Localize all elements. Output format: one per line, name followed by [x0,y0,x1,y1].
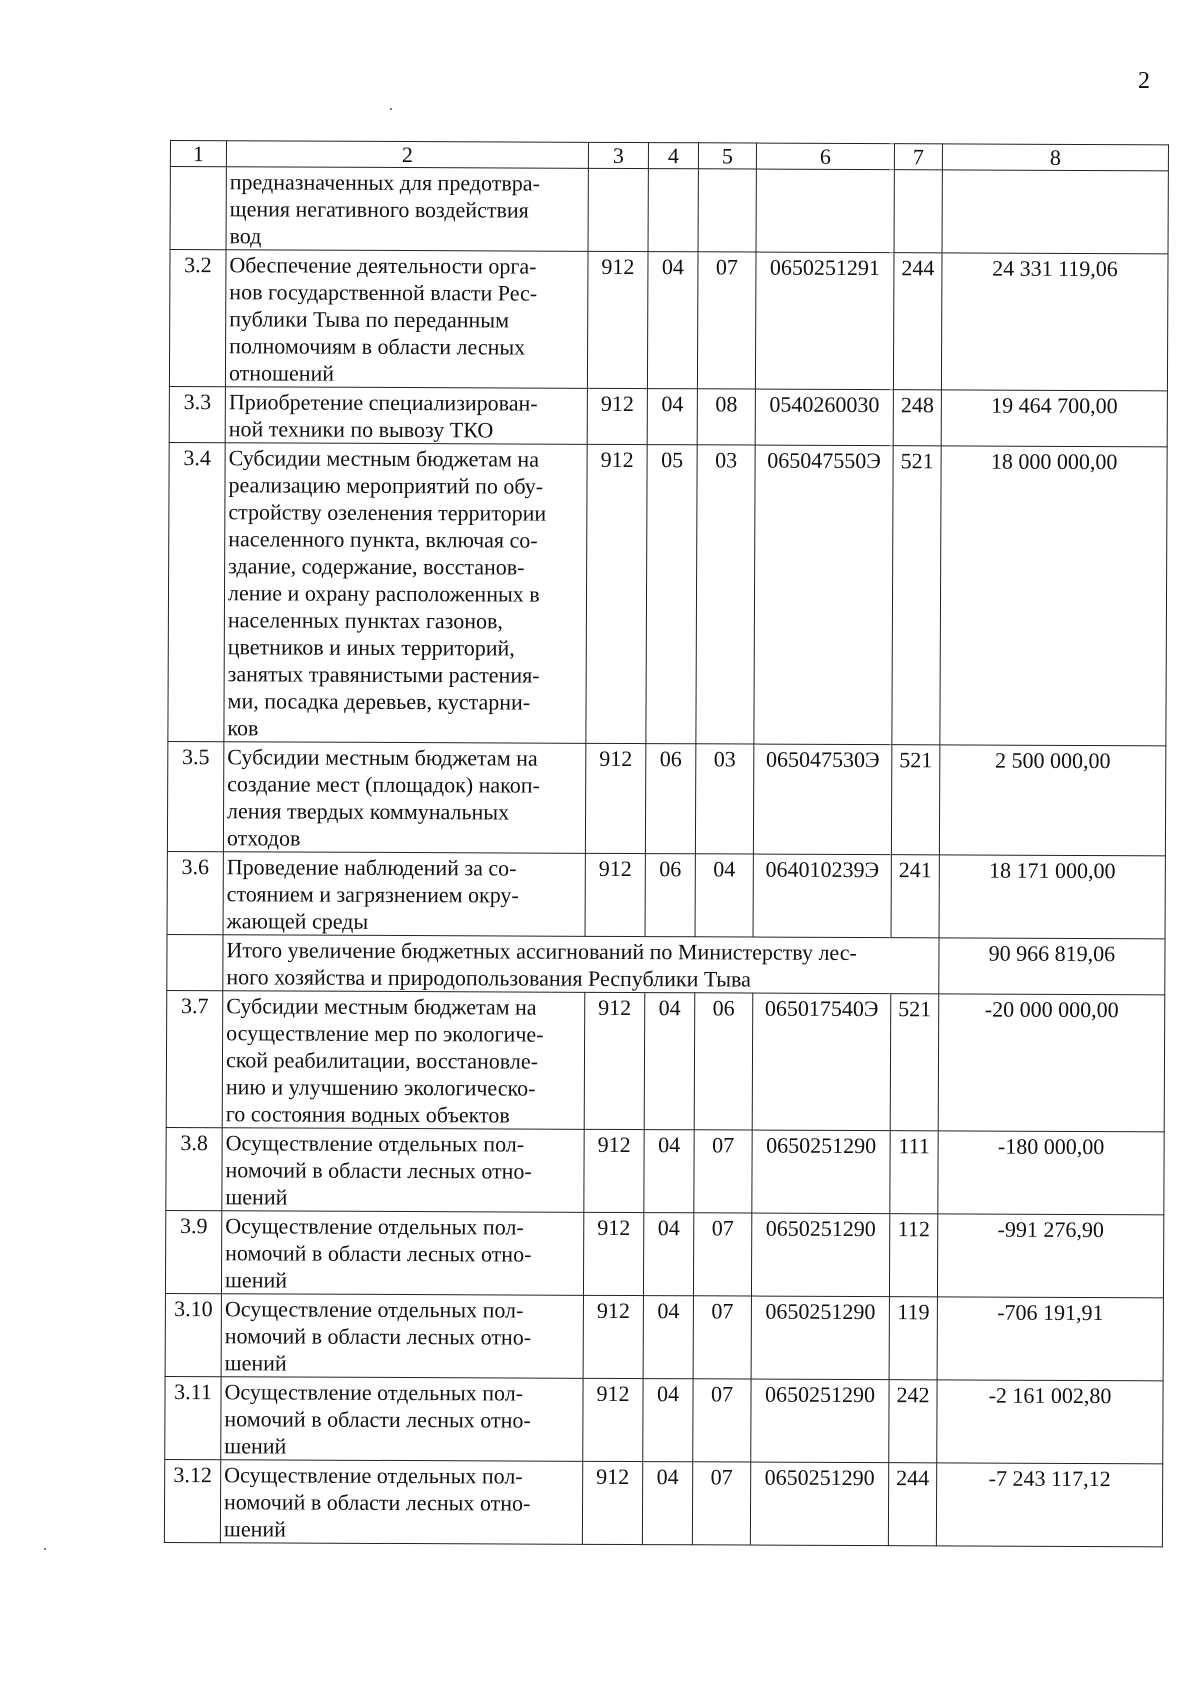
department-code: 912 [586,444,647,743]
department-code: 912 [585,853,645,936]
column-header: 6 [756,143,894,170]
description-line: шений [224,1350,287,1376]
target-article-code: 065047550Э [754,445,893,745]
amount: 24 331 119,06 [941,253,1168,391]
row-number: 3.8 [166,1127,222,1210]
department-code: 912 [583,1378,643,1461]
target-article-code: 0650251290 [751,1379,889,1463]
department-code: 912 [585,743,645,853]
row-number: 3.3 [169,386,225,442]
description-line: Осуществление отдельных пол- [224,1296,524,1323]
description-line: Субсидии местным бюджетам на [227,744,538,771]
row-number: 3.11 [165,1376,221,1459]
description-line: нию и улучшению экологическо- [225,1074,536,1101]
expense-type-code: 241 [891,855,939,938]
section-code: 04 [644,993,695,1130]
row-description [222,991,585,1130]
description-line: шений [225,1184,288,1210]
row-number: 3.10 [165,1293,221,1376]
description-line: го состояния водных объектов [225,1101,510,1128]
description-line: ми, посадка деревьев, кустарни- [227,688,531,715]
amount: -180 000,00 [938,1131,1164,1215]
column-header: 1 [170,141,226,167]
total-label-line: ного хозяйства и природопользования Республики Тыва [226,964,751,992]
department-code: 912 [583,1295,643,1378]
row-description [221,1377,583,1462]
department-code: 912 [587,388,647,444]
row-description [221,1294,583,1379]
subsection-code: 08 [697,389,755,445]
description-line: создание мест (площадок) накоп- [227,771,540,798]
row-description [223,852,585,937]
description-line: реализацию мероприятий по обу- [228,472,544,499]
expense-type-code: 521 [891,745,939,855]
total-amount: 90 966 819,06 [939,938,1165,995]
section-code: 04 [647,252,698,389]
target-article-code: 0650251290 [751,1296,889,1380]
amount [942,170,1168,254]
target-article-code: 065017540Э [752,993,891,1131]
table-row [165,1210,1163,1297]
row-description [224,443,587,744]
description-line: Проведение наблюдений за со- [226,854,517,881]
section-code: 06 [645,854,695,937]
section-code: 05 [646,445,697,744]
department-code: 912 [584,1129,644,1212]
target-article-code: 0650251290 [750,1462,888,1546]
row-number: 3.4 [168,442,225,741]
description-line: шений [223,1516,287,1542]
description-line: ков [227,715,259,741]
amount: 18 171 000,00 [939,855,1165,939]
description-line: ления твердых коммунальных [227,798,510,825]
table-row [165,1293,1163,1380]
column-header: 2 [226,141,588,169]
target-article-code: 065047530Э [753,744,891,855]
column-header: 4 [648,143,698,169]
row-number: 3.2 [169,250,226,387]
expense-type-code: 111 [890,1131,938,1214]
description-line: Субсидии местным бюджетам на [228,445,540,472]
total-empty-cell [167,934,223,990]
row-description [223,742,585,854]
department-code [588,168,648,251]
table-row [167,741,1165,855]
amount: -706 191,91 [937,1297,1163,1381]
table-row [166,990,1165,1131]
budget-table [164,140,1169,1547]
row-description [222,1128,584,1213]
subsection-code: 03 [695,744,753,854]
department-code: 912 [582,1461,642,1544]
table-row [169,250,1168,391]
table-row [168,442,1167,745]
amount: -7 243 117,12 [936,1463,1162,1547]
description-line: щения негативного воздействия [229,196,529,223]
description-line: Осуществление отдельных пол- [224,1379,524,1406]
subsection-code: 03 [696,445,755,744]
expense-type-code: 112 [889,1214,937,1297]
row-description [220,1460,582,1545]
description-line: предназначенных для предотвра- [229,169,540,196]
description-line: ской реабилитации, восстановле- [225,1047,539,1074]
description-line: стройству озеленения территории [228,499,547,526]
description-line: Осуществление отдельных пол- [225,1213,524,1240]
target-article-code: 064010239Э [753,854,891,938]
target-article-code: 0650251290 [752,1130,890,1214]
department-code: 912 [587,251,648,388]
page-number: 2 [1138,68,1150,94]
subsection-code: 07 [692,1462,750,1545]
table-row [165,1376,1163,1463]
row-description [225,387,587,445]
description-line: цветников и иных территорий, [227,634,515,661]
expense-type-code: 521 [890,994,939,1131]
total-label-line: Итого увеличение бюджетных ассигнований по Министерству лес- [226,937,857,966]
section-code: 04 [643,1296,693,1379]
subsection-code: 07 [693,1379,751,1462]
target-article-code: 0650251290 [751,1213,889,1297]
subsection-code: 07 [693,1296,751,1379]
section-code: 04 [644,1130,694,1213]
total-label [223,935,939,994]
section-code [648,169,698,252]
table-row [170,167,1168,254]
row-number: 3.12 [164,1459,220,1542]
amount: -20 000 000,00 [938,994,1165,1132]
amount: 2 500 000,00 [939,745,1165,856]
scan-speck [44,1548,46,1550]
expense-type-code: 521 [892,446,941,745]
column-header: 7 [894,144,942,170]
description-line: номочий в области лесных отно- [225,1240,532,1267]
subsection-code: 07 [693,1213,751,1296]
row-description [226,167,588,252]
expense-type-code [894,170,942,253]
description-line: стоянием и загрязнением окру- [226,881,519,908]
subsection-code [698,169,756,252]
target-article-code [756,169,894,253]
row-number: 3.9 [165,1210,221,1293]
amount: 19 464 700,00 [941,390,1167,447]
expense-type-code: 244 [893,253,942,390]
table-row [169,386,1167,446]
description-line: Обеспечение деятельности орга- [229,252,537,279]
description-line: номочий в области лесных отно- [224,1323,532,1350]
amount: 18 000 000,00 [940,446,1167,746]
column-header: 3 [588,142,648,168]
section-code: 04 [643,1213,693,1296]
description-line: Субсидии местным бюджетам на [226,993,537,1020]
amount: -991 276,90 [937,1214,1163,1298]
row-number: 3.6 [167,851,223,934]
target-article-code: 0650251291 [755,252,894,390]
description-line: Осуществление отдельных пол- [225,1130,525,1157]
subsection-code: 07 [694,1130,752,1213]
description-line: шений [224,1267,288,1293]
description-line: публики Тыва по переданным [229,306,510,333]
subsection-code: 04 [695,854,753,937]
description-line: полномочиям в области лесных [229,333,526,360]
description-line: отношений [228,360,335,386]
section-code: 04 [642,1462,692,1545]
column-header: 5 [698,143,756,169]
table-row [166,1127,1164,1214]
description-line: вод [229,223,262,249]
description-line: Приобретение специализирован- [228,389,538,416]
description-line: здание, содержание, восстанов- [228,553,525,580]
expense-type-code: 242 [889,1380,937,1463]
description-line: ной техники по вывозу ТКО [228,416,494,443]
expense-type-code: 248 [893,390,941,446]
description-line: осуществление мер по экологиче- [226,1020,544,1047]
table-row [167,851,1165,938]
department-code: 912 [584,992,645,1129]
description-line: шений [224,1433,287,1459]
row-number: 3.5 [167,741,223,851]
subsection-code: 06 [694,993,753,1130]
description-line: номочий в области лесных отно- [224,1489,531,1516]
description-line: номочий в области лесных отно- [225,1157,532,1184]
description-line: нов государственной власти Рес- [229,279,538,306]
section-code: 06 [645,744,695,854]
amount: -2 161 002,80 [937,1380,1163,1464]
row-number [170,167,226,250]
target-article-code: 0540260030 [755,389,893,446]
scan-speck [390,108,392,110]
expense-type-code: 244 [888,1463,936,1546]
table-row [164,1459,1162,1546]
section-code: 04 [647,389,697,445]
total-row [167,934,1165,994]
description-line: отходов [226,825,301,851]
section-code: 04 [643,1379,693,1462]
description-line: Осуществление отдельных пол- [224,1462,523,1489]
column-header: 8 [942,144,1168,171]
row-description [221,1211,583,1296]
expense-type-code: 119 [889,1297,937,1380]
description-line: занятых травянистыми растения- [227,661,540,688]
description-line: населенного пункта, включая со- [228,526,538,553]
subsection-code: 07 [697,252,756,389]
description-line: ление и охрану расположенных в [227,580,540,607]
row-description [225,250,588,389]
description-line: населенных пунктах газонов, [227,607,503,634]
department-code: 912 [583,1212,643,1295]
description-line: жающей среды [226,908,369,934]
row-number: 3.7 [166,990,223,1127]
description-line: номочий в области лесных отно- [224,1406,531,1433]
